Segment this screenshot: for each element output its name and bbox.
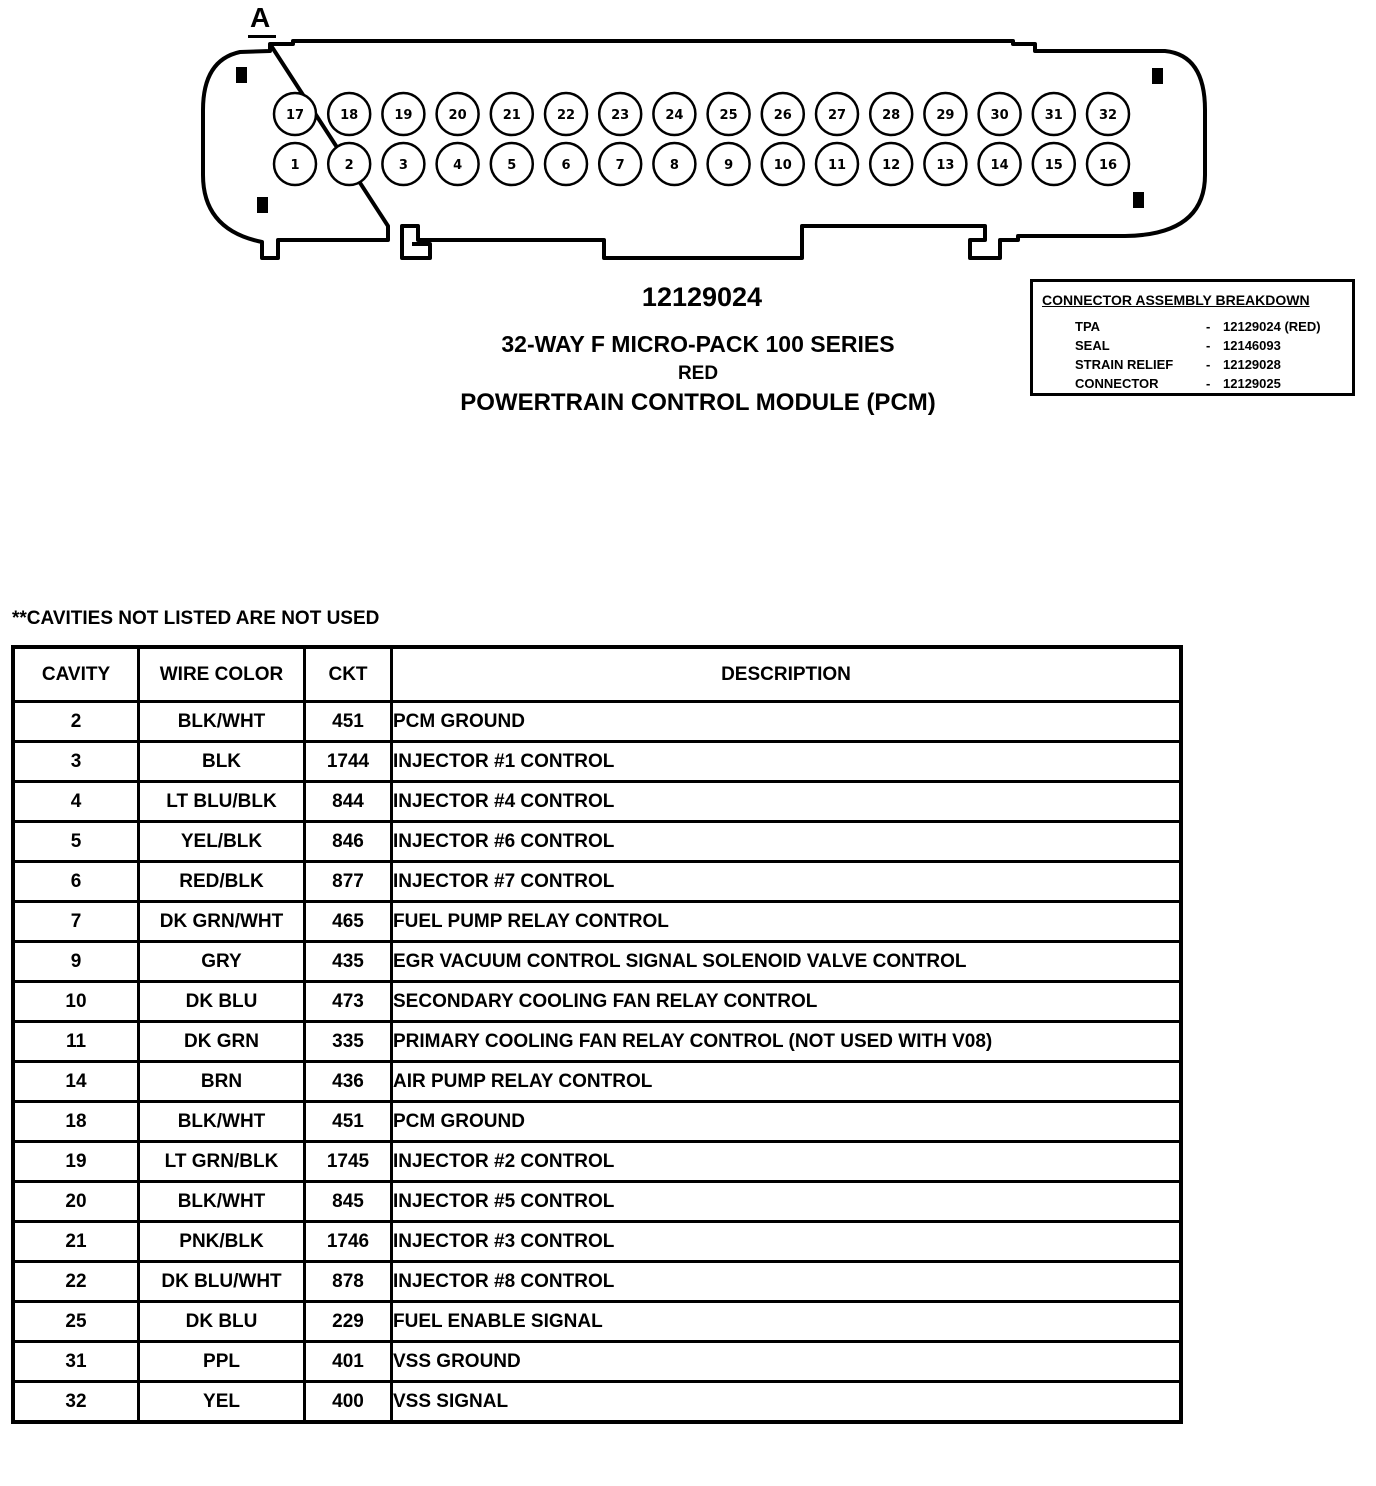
table-row bbox=[13, 1262, 1181, 1302]
pin-bottom-number: 10 bbox=[773, 158, 792, 173]
cell-cavity: 21 bbox=[13, 1222, 139, 1262]
cell-cavity: 5 bbox=[13, 822, 139, 862]
pin-top-number: 31 bbox=[1044, 108, 1063, 123]
cavity-table bbox=[11, 645, 1183, 1424]
cell-description: INJECTOR #5 CONTROL bbox=[392, 1182, 1182, 1222]
cell-description: FUEL PUMP RELAY CONTROL bbox=[392, 902, 1182, 942]
connector-assembly-breakdown bbox=[1030, 279, 1355, 396]
connector-series: 32-WAY F MICRO-PACK 100 SERIES bbox=[501, 331, 895, 357]
cell-cavity: 4 bbox=[13, 782, 139, 822]
cell-cavity: 7 bbox=[13, 902, 139, 942]
pin-top-number: 17 bbox=[285, 108, 305, 123]
diagram-letter: A bbox=[250, 2, 271, 33]
cell-description: INJECTOR #3 CONTROL bbox=[392, 1222, 1182, 1262]
breakdown-title: CONNECTOR ASSEMBLY BREAKDOWN bbox=[1042, 292, 1310, 308]
cell-wire-color: YEL bbox=[139, 1382, 305, 1423]
cell-description: VSS SIGNAL bbox=[392, 1382, 1182, 1423]
cell-wire-color: GRY bbox=[139, 942, 305, 982]
cell-wire-color: DK BLU/WHT bbox=[139, 1262, 305, 1302]
breakdown-dash: - bbox=[1206, 357, 1211, 372]
breakdown-value: 12129024 (RED) bbox=[1223, 319, 1321, 334]
breakdown-value: 12146093 bbox=[1223, 338, 1281, 353]
pin-bottom-number: 1 bbox=[290, 158, 300, 173]
pin-top-number: 28 bbox=[882, 108, 901, 123]
unused-cavities-note: **CAVITIES NOT LISTED ARE NOT USED bbox=[12, 608, 380, 629]
pin-top-number: 24 bbox=[665, 108, 684, 123]
connector-part-number: 12129024 bbox=[641, 282, 763, 312]
cell-description: PCM GROUND bbox=[392, 1102, 1182, 1142]
cell-ckt: 1745 bbox=[305, 1142, 392, 1182]
pin-bottom-number: 12 bbox=[882, 158, 901, 173]
cell-wire-color: BLK/WHT bbox=[139, 1182, 305, 1222]
table-row bbox=[13, 702, 1181, 742]
cell-wire-color: BLK/WHT bbox=[139, 702, 305, 742]
cell-cavity: 31 bbox=[13, 1342, 139, 1382]
table-row bbox=[13, 1302, 1181, 1342]
cell-cavity: 14 bbox=[13, 1062, 139, 1102]
cell-ckt: 435 bbox=[305, 942, 392, 982]
cell-ckt: 229 bbox=[305, 1302, 392, 1342]
pin-top-number: 25 bbox=[719, 108, 738, 123]
cell-description: INJECTOR #1 CONTROL bbox=[392, 742, 1182, 782]
breakdown-dash: - bbox=[1206, 338, 1211, 353]
cell-ckt: 465 bbox=[305, 902, 392, 942]
pin-top-number: 32 bbox=[1098, 108, 1118, 123]
pin-top-number: 20 bbox=[448, 108, 467, 123]
table-row bbox=[13, 782, 1181, 822]
cell-ckt: 335 bbox=[305, 1022, 392, 1062]
pin-top-number: 30 bbox=[990, 108, 1009, 123]
cell-description: INJECTOR #4 CONTROL bbox=[392, 782, 1182, 822]
cell-ckt: 845 bbox=[305, 1182, 392, 1222]
connector-module-name: POWERTRAIN CONTROL MODULE (PCM) bbox=[460, 389, 936, 416]
breakdown-label: CONNECTOR bbox=[1075, 376, 1159, 391]
cell-ckt: 846 bbox=[305, 822, 392, 862]
header-description: DESCRIPTION bbox=[392, 647, 1182, 702]
breakdown-value: 12129025 bbox=[1223, 376, 1281, 391]
breakdown-label: SEAL bbox=[1075, 338, 1110, 353]
pin-bottom-number: 16 bbox=[1098, 158, 1118, 173]
cell-cavity: 20 bbox=[13, 1182, 139, 1222]
table-row bbox=[13, 742, 1181, 782]
cell-description: INJECTOR #7 CONTROL bbox=[392, 862, 1182, 902]
breakdown-dash: - bbox=[1206, 319, 1211, 334]
corner-key-top-right bbox=[1152, 68, 1163, 84]
table-row bbox=[13, 1382, 1181, 1423]
table-row bbox=[13, 862, 1181, 902]
cell-wire-color: DK GRN/WHT bbox=[139, 902, 305, 942]
cell-ckt: 1744 bbox=[305, 742, 392, 782]
pin-top-number: 18 bbox=[340, 108, 359, 123]
pin-row-bottom bbox=[274, 143, 1129, 185]
cell-wire-color: YEL/BLK bbox=[139, 822, 305, 862]
cell-wire-color: DK BLU bbox=[139, 982, 305, 1022]
cell-cavity: 19 bbox=[13, 1142, 139, 1182]
header-wire-color: WIRE COLOR bbox=[139, 647, 305, 702]
pin-top-number: 22 bbox=[556, 108, 576, 123]
table-header-row bbox=[13, 647, 1181, 702]
pin-bottom-number: 11 bbox=[827, 158, 847, 173]
cell-description: EGR VACUUM CONTROL SIGNAL SOLENOID VALVE CONTROL bbox=[392, 942, 1182, 982]
pin-top-number: 27 bbox=[827, 108, 847, 123]
pin-bottom-number: 14 bbox=[990, 158, 1009, 173]
pin-bottom-number: 3 bbox=[398, 158, 408, 173]
table-row bbox=[13, 1062, 1181, 1102]
table-row bbox=[13, 902, 1181, 942]
cell-description: INJECTOR #6 CONTROL bbox=[392, 822, 1182, 862]
pin-bottom-number: 6 bbox=[561, 158, 571, 173]
pin-top-number: 26 bbox=[773, 108, 792, 123]
table-row bbox=[13, 982, 1181, 1022]
cell-cavity: 18 bbox=[13, 1102, 139, 1142]
corner-key-top-left bbox=[236, 67, 247, 83]
pin-bottom-number: 13 bbox=[936, 158, 955, 173]
pin-bottom-number: 2 bbox=[344, 158, 354, 173]
pin-top-number: 23 bbox=[611, 108, 630, 123]
pin-bottom-number: 4 bbox=[453, 158, 463, 173]
cell-wire-color: LT BLU/BLK bbox=[139, 782, 305, 822]
corner-key-bottom-left bbox=[257, 197, 268, 213]
cell-description: FUEL ENABLE SIGNAL bbox=[392, 1302, 1182, 1342]
cell-cavity: 10 bbox=[13, 982, 139, 1022]
header-ckt: CKT bbox=[305, 647, 392, 702]
cell-wire-color: DK BLU bbox=[139, 1302, 305, 1342]
pin-top-number: 19 bbox=[394, 108, 413, 123]
breakdown-label: TPA bbox=[1075, 319, 1101, 334]
cell-wire-color: BLK/WHT bbox=[139, 1102, 305, 1142]
breakdown-dash: - bbox=[1206, 376, 1211, 391]
cell-ckt: 401 bbox=[305, 1342, 392, 1382]
cell-ckt: 451 bbox=[305, 702, 392, 742]
cell-wire-color: LT GRN/BLK bbox=[139, 1142, 305, 1182]
pin-bottom-number: 7 bbox=[615, 158, 625, 173]
cell-ckt: 844 bbox=[305, 782, 392, 822]
cell-ckt: 400 bbox=[305, 1382, 392, 1423]
cell-ckt: 451 bbox=[305, 1102, 392, 1142]
diagram-letter-underline bbox=[248, 35, 276, 38]
header-cavity: CAVITY bbox=[13, 647, 139, 702]
corner-key-bottom-right bbox=[1133, 192, 1144, 208]
cell-ckt: 436 bbox=[305, 1062, 392, 1102]
cell-cavity: 9 bbox=[13, 942, 139, 982]
cell-wire-color: PNK/BLK bbox=[139, 1222, 305, 1262]
cell-cavity: 32 bbox=[13, 1382, 139, 1423]
pin-top-number: 21 bbox=[502, 108, 521, 123]
cell-cavity: 2 bbox=[13, 702, 139, 742]
table-row bbox=[13, 1182, 1181, 1222]
cell-cavity: 6 bbox=[13, 862, 139, 902]
cell-cavity: 22 bbox=[13, 1262, 139, 1302]
cell-description: INJECTOR #8 CONTROL bbox=[392, 1262, 1182, 1302]
cell-cavity: 11 bbox=[13, 1022, 139, 1062]
table-row bbox=[13, 822, 1181, 862]
table-row bbox=[13, 942, 1181, 982]
table-row bbox=[13, 1222, 1181, 1262]
cell-wire-color: PPL bbox=[139, 1342, 305, 1382]
cell-wire-color: DK GRN bbox=[139, 1022, 305, 1062]
cell-description: VSS GROUND bbox=[392, 1342, 1182, 1382]
cell-description: SECONDARY COOLING FAN RELAY CONTROL bbox=[392, 982, 1182, 1022]
cell-ckt: 877 bbox=[305, 862, 392, 902]
cell-cavity: 3 bbox=[13, 742, 139, 782]
pin-bottom-number: 8 bbox=[669, 158, 679, 173]
cell-description: PRIMARY COOLING FAN RELAY CONTROL (NOT USED WITH V08) bbox=[392, 1022, 1182, 1062]
cell-ckt: 878 bbox=[305, 1262, 392, 1302]
cell-description: AIR PUMP RELAY CONTROL bbox=[392, 1062, 1182, 1102]
table-row bbox=[13, 1022, 1181, 1062]
table-row bbox=[13, 1102, 1181, 1142]
pin-row-top bbox=[274, 93, 1129, 135]
cell-wire-color: BRN bbox=[139, 1062, 305, 1102]
cell-wire-color: BLK bbox=[139, 742, 305, 782]
cell-ckt: 473 bbox=[305, 982, 392, 1022]
pin-bottom-number: 15 bbox=[1044, 158, 1063, 173]
cell-ckt: 1746 bbox=[305, 1222, 392, 1262]
pin-bottom-number: 9 bbox=[724, 158, 734, 173]
connector-color: RED bbox=[677, 363, 719, 384]
pin-bottom-number: 5 bbox=[507, 158, 517, 173]
cell-cavity: 25 bbox=[13, 1302, 139, 1342]
table-body bbox=[13, 702, 1181, 1423]
cell-wire-color: RED/BLK bbox=[139, 862, 305, 902]
cell-description: PCM GROUND bbox=[392, 702, 1182, 742]
breakdown-label: STRAIN RELIEF bbox=[1075, 357, 1174, 372]
pin-top-number: 29 bbox=[936, 108, 955, 123]
table-row bbox=[13, 1142, 1181, 1182]
breakdown-value: 12129028 bbox=[1223, 357, 1281, 372]
table-row bbox=[13, 1342, 1181, 1382]
cell-description: INJECTOR #2 CONTROL bbox=[392, 1142, 1182, 1182]
